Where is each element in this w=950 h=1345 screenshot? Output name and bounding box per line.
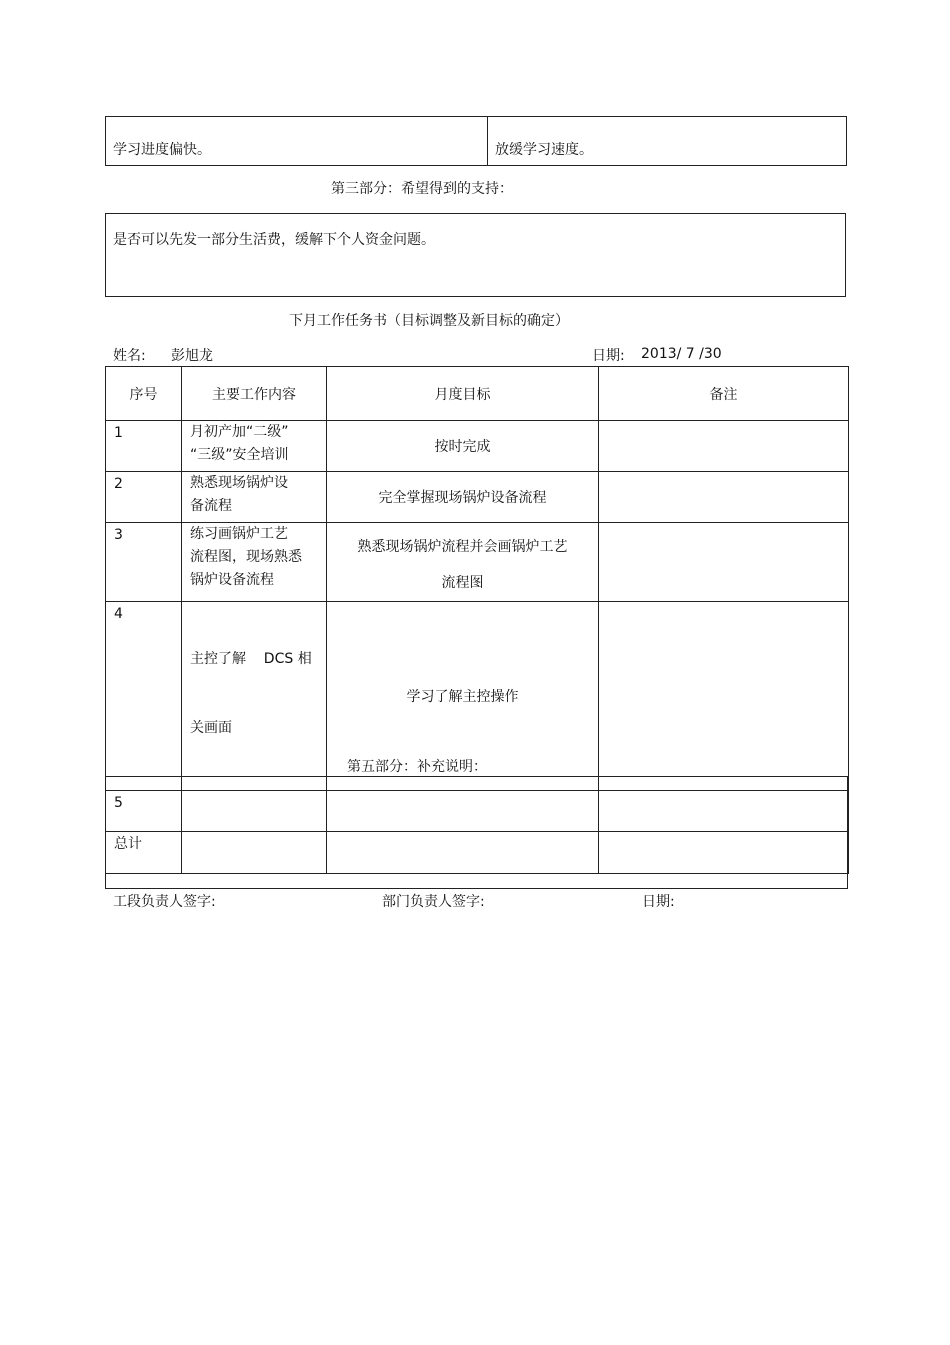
- part2-left-text: 学习进度偏快。: [113, 142, 211, 158]
- row-content-line: 备流程: [190, 498, 232, 514]
- task-table-header-row: [106, 367, 849, 421]
- row-goal: [327, 472, 599, 523]
- row-content: [182, 472, 327, 523]
- header-no: 序号: [106, 367, 182, 421]
- row-content-line: 锅炉设备流程: [190, 572, 274, 588]
- row-note: [599, 472, 849, 523]
- date-label: 日期:: [592, 348, 625, 364]
- table-row: [106, 523, 849, 602]
- row-no: 5: [106, 791, 182, 832]
- row-goal-line: 完全掌握现场锅炉设备流程: [378, 490, 547, 506]
- signature-date-label: 日期:: [642, 894, 675, 910]
- table-row: [106, 472, 849, 523]
- task-book-title: 下月工作任务书（目标调整及新目标的确定）: [289, 313, 569, 329]
- row-goal-line: 按时完成: [434, 439, 491, 455]
- part2-right-text: 放缓学习速度。: [495, 142, 593, 158]
- row-content-line: “三级”安全培训: [190, 447, 289, 463]
- section-lead-signature-label: 工段负责人签字:: [113, 894, 216, 910]
- header-content: 主要工作内容: [182, 367, 327, 421]
- part3-content: 是否可以先发一部分生活费，缓解下个人资金问题。: [113, 232, 435, 248]
- header-goal: 月度目标: [327, 367, 599, 421]
- row-content-line: 主控了解 DCS 相: [190, 651, 312, 667]
- part5-heading: 第五部分：补充说明：: [347, 759, 487, 775]
- row-content: [182, 523, 327, 602]
- row-no: 总计: [106, 832, 182, 874]
- part3-box: [105, 213, 846, 297]
- part2-right-cell: [488, 117, 847, 166]
- row-content-line: 练习画锅炉工艺: [190, 526, 288, 542]
- row-no: 3: [106, 523, 182, 602]
- row-no: 2: [106, 472, 182, 523]
- part2-table: [105, 116, 847, 166]
- date-value: 2013/ 7 /30: [641, 346, 722, 362]
- row-goal-line: 流程图: [441, 575, 484, 591]
- name-value: 彭旭龙: [171, 348, 213, 364]
- row-note: [599, 523, 849, 602]
- row-content-line: 月初产加“二级”: [190, 424, 289, 440]
- row-goal-line: 熟悉现场锅炉流程并会画锅炉工艺: [357, 539, 568, 555]
- row-goal: [327, 523, 599, 602]
- header-note: 备注: [599, 367, 849, 421]
- dept-lead-signature-label: 部门负责人签字:: [382, 894, 485, 910]
- part2-left-cell: [106, 117, 488, 166]
- part5-box: [105, 776, 848, 889]
- row-no: 4: [106, 602, 182, 791]
- row-content-line: 关画面: [190, 720, 232, 736]
- row-goal: [327, 421, 599, 472]
- row-note: [599, 602, 849, 791]
- row-goal-line: 学习了解主控操作: [406, 689, 519, 705]
- table-row: [106, 421, 849, 472]
- row-content-line: 流程图，现场熟悉: [190, 549, 302, 565]
- row-note: [599, 421, 849, 472]
- name-label: 姓名:: [113, 348, 146, 364]
- row-content: [182, 421, 327, 472]
- row-content: [182, 602, 327, 791]
- row-no: 1: [106, 421, 182, 472]
- row-content-line: 熟悉现场锅炉设: [190, 475, 288, 491]
- part3-heading: 第三部分：希望得到的支持：: [331, 181, 513, 197]
